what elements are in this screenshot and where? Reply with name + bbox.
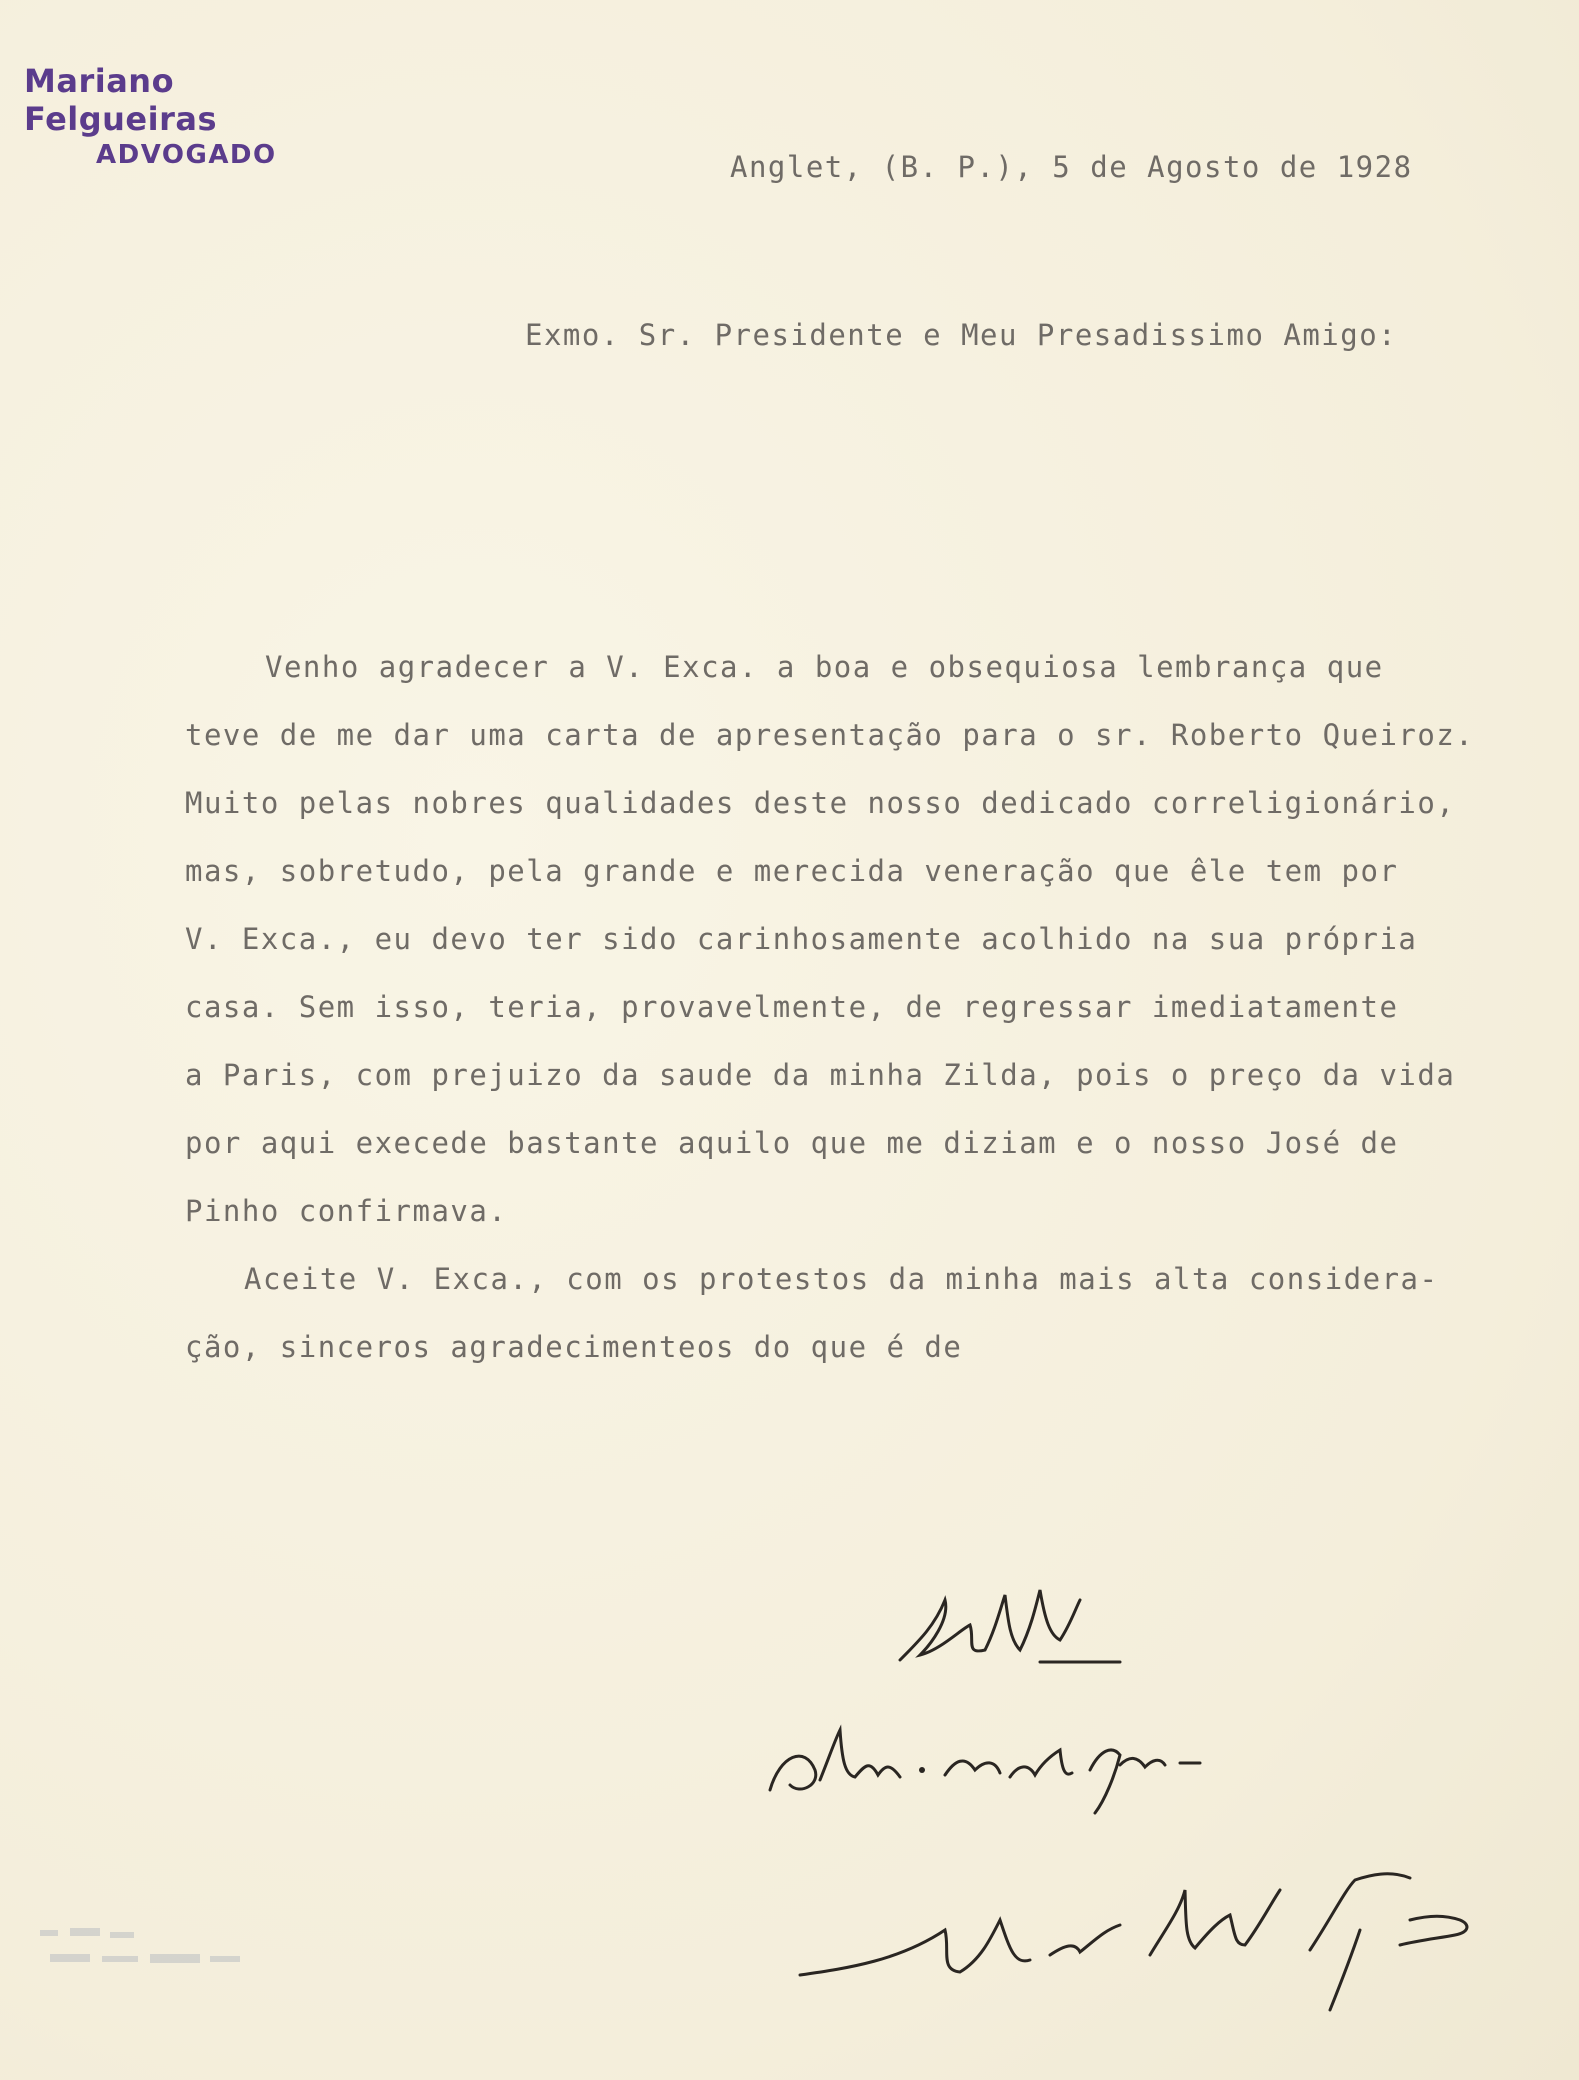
body-line: mas, sobretudo, pela grande e merecida veneração que êle tem por xyxy=(185,854,1399,888)
handwritten-closing-line xyxy=(760,1715,1290,1815)
body-line: teve de me dar uma carta de apresentação para o sr. Roberto Queiroz. xyxy=(185,718,1475,752)
body-line: ção, sinceros agradecimenteos do que é de xyxy=(185,1330,963,1364)
dateline: Anglet, (B. P.), 5 de Agosto de 1928 xyxy=(730,150,1413,184)
letterhead xyxy=(24,62,354,170)
body-line: Muito pelas nobres qualidades deste nosso dedicado correligionário, xyxy=(185,786,1456,820)
body-line: a Paris, com prejuizo da saude da minha Zilda, pois o preço da vida xyxy=(185,1058,1456,1092)
body-line: V. Exca., eu devo ter sido carinhosamente acolhido na sua própria xyxy=(185,922,1418,956)
faint-stamp-mark xyxy=(30,1920,330,1980)
body-line: por aqui execede bastante aquilo que me diziam e o nosso José de xyxy=(185,1126,1399,1160)
letterhead-name: Mariano Felgueiras xyxy=(24,62,218,138)
salutation: Exmo. Sr. Presidente e Meu Presadissimo Amigo: xyxy=(525,318,1398,352)
handwritten-closing-initials xyxy=(890,1570,1130,1680)
body-line: Venho agradecer a V. Exca. a boa e obsequiosa lembrança que xyxy=(265,650,1384,684)
handwritten-signature xyxy=(790,1860,1480,2020)
body-line: Pinho confirmava. xyxy=(185,1194,508,1228)
body-line: Aceite V. Exca., com os protestos da minha mais alta considera- xyxy=(244,1262,1439,1296)
letterhead-title: ADVOGADO xyxy=(96,140,277,170)
body-line: casa. Sem isso, teria, provavelmente, de regressar imediatamente xyxy=(185,990,1399,1024)
